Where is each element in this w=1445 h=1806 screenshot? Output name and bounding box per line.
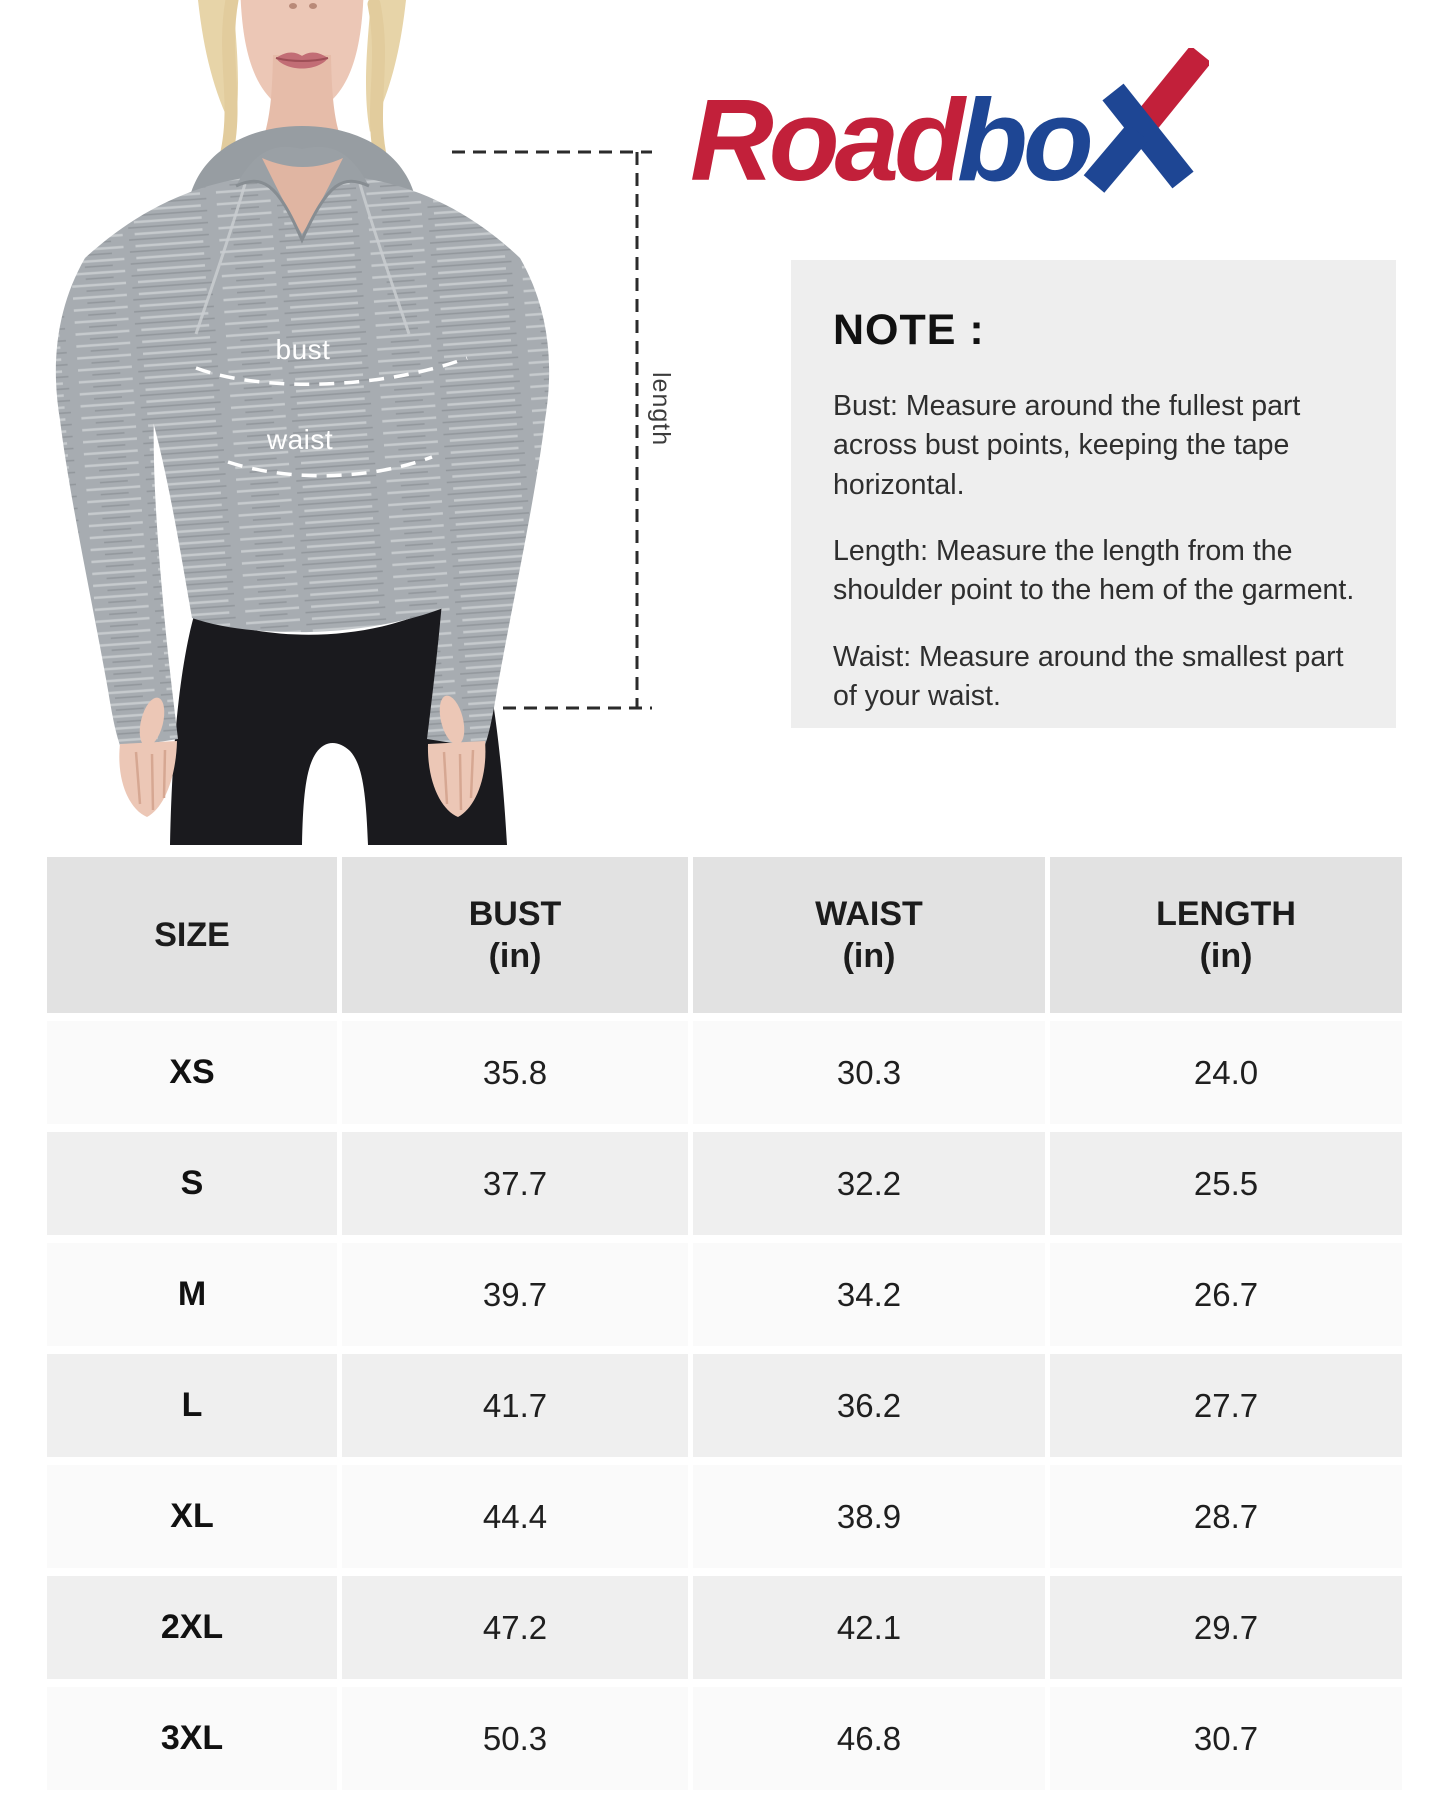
- note-heading: NOTE :: [833, 306, 985, 354]
- size-label: S: [47, 1132, 337, 1235]
- waist-value: 34.2: [693, 1243, 1045, 1346]
- length-value: 29.7: [1050, 1576, 1402, 1679]
- size-label: 2XL: [47, 1576, 337, 1679]
- waist-value: 32.2: [693, 1132, 1045, 1235]
- waist-value: 38.9: [693, 1465, 1045, 1568]
- bust-value: 37.7: [342, 1132, 688, 1235]
- bust-value: 50.3: [342, 1687, 688, 1790]
- size-label: L: [47, 1354, 337, 1457]
- size-label: 3XL: [47, 1687, 337, 1790]
- note-waist-paragraph: Waist: Measure around the smallest part of your waist.: [833, 640, 1344, 712]
- size-label: XS: [47, 1021, 337, 1124]
- bust-value: 39.7: [342, 1243, 688, 1346]
- length-value: 26.7: [1050, 1243, 1402, 1346]
- brand-logo-text-red: Road: [690, 75, 960, 205]
- bust-annotation-label: bust: [275, 334, 331, 365]
- column-header-label: SIZE: [154, 915, 230, 954]
- length-value: 24.0: [1050, 1021, 1402, 1124]
- column-header-unit: (in): [1199, 937, 1253, 975]
- bust-value: 47.2: [342, 1576, 688, 1679]
- column-header-unit: (in): [842, 937, 896, 975]
- brand-logo: [690, 48, 1209, 205]
- waist-value: 42.1: [693, 1576, 1045, 1679]
- waist-value: 30.3: [693, 1021, 1045, 1124]
- column-header-unit: (in): [488, 937, 542, 975]
- bust-value: 35.8: [342, 1021, 688, 1124]
- column-header-label: BUST: [468, 894, 562, 933]
- size-label: XL: [47, 1465, 337, 1568]
- brand-logo-x-icon: [1081, 48, 1209, 198]
- length-value: 27.7: [1050, 1354, 1402, 1457]
- length-annotation-label: length: [647, 372, 675, 447]
- product-photo: [0, 0, 675, 845]
- length-value: 30.7: [1050, 1687, 1402, 1790]
- note-bust-paragraph: Bust: Measure around the fullest part across bust points, keeping the tape horizontal.: [833, 390, 1301, 501]
- size-chart-table: [47, 857, 1402, 1790]
- column-header-bust: [342, 857, 688, 1013]
- brand-logo-text-blue: bo: [957, 75, 1089, 205]
- size-label: M: [47, 1243, 337, 1346]
- column-header-size: [47, 857, 337, 1013]
- model-illustration: [0, 0, 665, 845]
- note-panel: [791, 260, 1396, 728]
- length-value: 25.5: [1050, 1132, 1402, 1235]
- bust-value: 41.7: [342, 1354, 688, 1457]
- column-header-label: LENGTH: [1156, 894, 1296, 933]
- waist-value: 46.8: [693, 1687, 1045, 1790]
- waist-value: 36.2: [693, 1354, 1045, 1457]
- column-header-label: WAIST: [815, 894, 923, 933]
- note-length-paragraph: Length: Measure the length from the shoulder point to the hem of the garment.: [833, 534, 1355, 607]
- length-value: 28.7: [1050, 1465, 1402, 1568]
- column-header-waist: [693, 857, 1045, 1013]
- waist-annotation-label: waist: [266, 424, 334, 455]
- column-header-length: [1050, 857, 1402, 1013]
- bust-value: 44.4: [342, 1465, 688, 1568]
